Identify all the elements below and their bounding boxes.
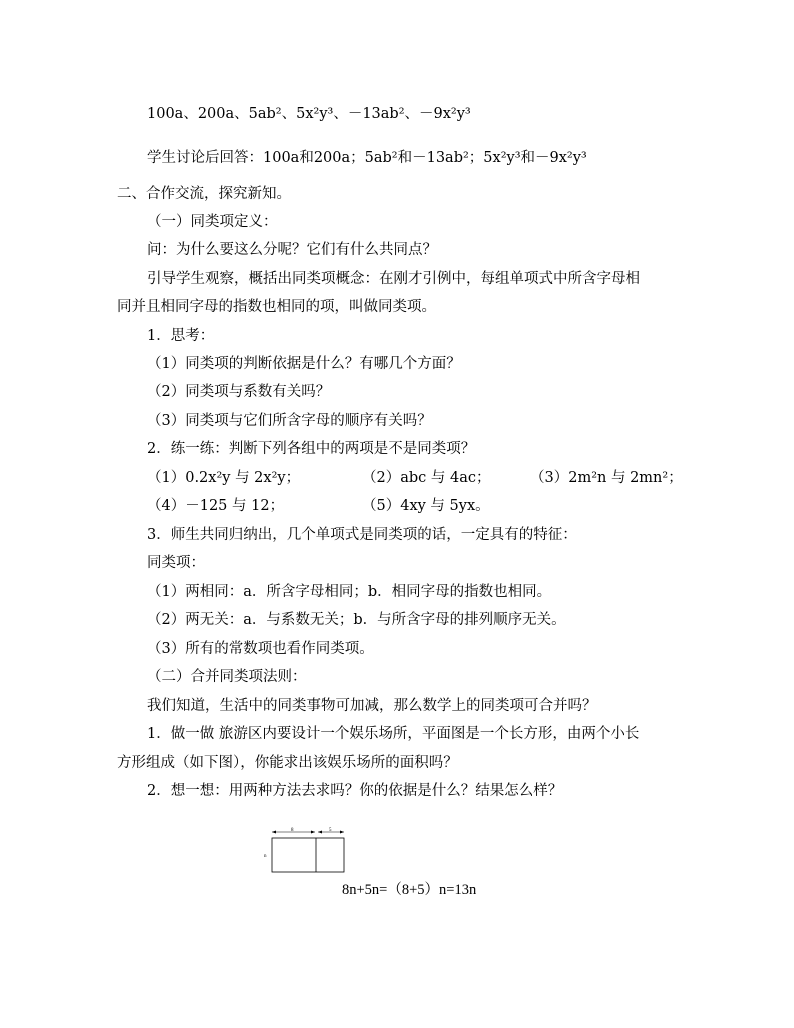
subheading-definition: （一）同类项定义： — [147, 214, 278, 230]
text-line-feature-3: （3）所有的常数项也看作同类项。 — [147, 641, 374, 657]
text-line-guide-2: 同并且相同字母的指数也相同的项，叫做同类项。 — [117, 299, 436, 315]
rectangle-figure — [258, 824, 358, 880]
text-line-feature-2: （2）两无关：a．与系数无关；b．与所含字母的排列顺序无关。 — [147, 612, 566, 628]
text-line-practice: 2．练一练：判断下列各组中的两项是不是同类项？ — [147, 441, 476, 457]
exercise-item-1: （1）0.2x²y 与 2x²y； — [147, 470, 301, 486]
text-line-think-1: （1）同类项的判断依据是什么？有哪几个方面？ — [147, 356, 461, 372]
text-line-summary: 3．师生共同归纳出，几个单项式是同类项的话，一定具有的特征： — [147, 527, 577, 543]
text-line-think-method: 2．想一想：用两种方法去求吗？你的依据是什么？结果怎么样？ — [147, 783, 563, 799]
exercise-item-5: （5）4xy 与 5yx。 — [362, 498, 490, 514]
text-line-do-1: 1．做一做 旅游区内要设计一个娱乐场所，平面图是一个长方形，由两个小长 — [147, 726, 640, 742]
text-line-question: 问：为什么要这么分呢？它们有什么共同点？ — [147, 242, 437, 258]
figure-label-n: n — [264, 854, 267, 859]
figure-label-8: 8 — [291, 828, 294, 833]
figure-outer-rect — [272, 838, 344, 872]
section-heading-cooperation: 二、合作交流，探究新知。 — [117, 186, 291, 202]
text-line-think: 1．思考： — [147, 328, 215, 344]
exercise-item-4: （4）－125 与 12； — [147, 498, 285, 514]
text-line-think-3: （3）同类项与它们所含字母的顺序有关吗？ — [147, 413, 432, 429]
exercise-item-3: （3）2m²n 与 2mn²； — [530, 470, 683, 486]
figure-label-5: 5 — [329, 828, 332, 833]
text-line-guide-1: 引导学生观察，概括出同类项概念：在刚才引例中，每组单项式中所含字母相 — [147, 271, 640, 287]
area-formula: 8n+5n=（8+5）n=13n — [342, 882, 477, 898]
text-line-feature-1: （1）两相同：a．所含字母相同；b．相同字母的指数也相同。 — [147, 584, 552, 600]
text-line-do-2: 方形组成（如下图），你能求出该娱乐场所的面积吗？ — [117, 755, 458, 771]
text-line-student-answer: 学生讨论后回答：100a和200a；5ab²和－13ab²；5x²y³和－9x²y³ — [147, 150, 587, 166]
text-line-we-know: 我们知道，生活中的同类事物可加减，那么数学上的同类项可合并吗？ — [147, 698, 597, 714]
exercise-item-2: （2）abc 与 4ac； — [362, 470, 491, 486]
text-line-like-terms: 同类项： — [147, 555, 205, 571]
text-line-think-2: （2）同类项与系数有关吗？ — [147, 384, 331, 400]
text-line-terms: 100a、200a、5ab²、5x²y³、－13ab²、－9x²y³ — [147, 106, 471, 122]
subheading-combine-rule: （二）合并同类项法则： — [147, 669, 307, 685]
